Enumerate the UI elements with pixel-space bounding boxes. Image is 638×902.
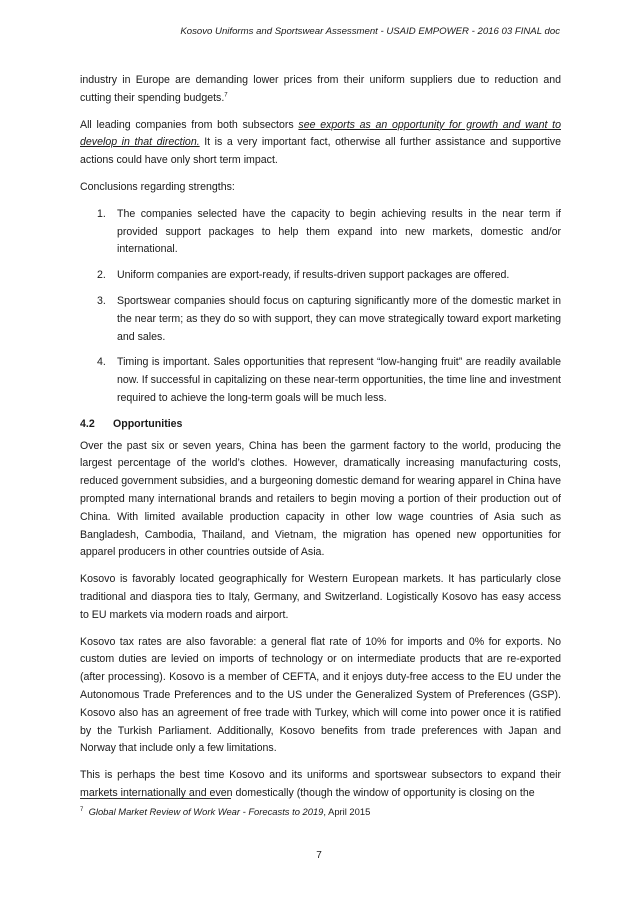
paragraph-1-text: industry in Europe are demanding lower prices from their uniform suppliers due to reduction and cutting their spending budgets. [80,74,561,104]
list-item-text: Sportswear companies should focus on capturing significantly more of the domestic market in the near term; as they do so with support, they can move strategically toward export marketing and sales. [117,294,561,343]
list-item-text: The companies selected have the capacity to begin achieving results in the near term if provided support packages to help them expand into new markets, domestic and/or international. [117,207,561,256]
document-body [80,72,561,812]
footnote [80,806,370,817]
list-item [80,354,561,407]
footnote-number: 7 [80,806,84,813]
section-heading [80,416,561,434]
list-item-number: 1. [97,207,106,220]
page-header: Kosovo Uniforms and Sportswear Assessment - USAID EMPOWER - 2016 03 FINAL doc [180,26,560,37]
paragraph-1 [80,72,561,108]
conclusions-list [80,206,561,408]
paragraph-2-lead: All leading companies from both subsectors [80,118,299,131]
list-item [80,206,561,259]
conclusions-title: Conclusions regarding strengths: [80,180,235,193]
list-item-number: 2. [97,269,106,282]
paragraph-2 [80,117,561,170]
list-item [80,293,561,346]
list-item [80,267,561,285]
section-number: 4.2 [80,417,95,430]
list-item-text: Uniform companies are export-ready, if results-driven support packages are offered. [117,269,510,282]
list-item-text: Timing is important. Sales opportunities that represent “low-hanging fruit” are readily available now. If successful in capitalizing on these near-term opportunities, the time line and investment required to achieve the long-term goals will be much less. [117,356,561,404]
paragraph-2-emphasis: see exports as an opportunity for growth and want to develop in that direction. [80,118,561,149]
list-item-number: 3. [97,294,106,307]
footnote-reference[interactable]: 7 [224,92,228,99]
page-number: 7 [316,850,322,861]
opportunities-paragraph: Kosovo tax rates are also favorable: a general flat rate of 10% for imports and 0% for exports. No custom duties are levied on imports of technology or on intermediate products that are re-exported (after processing). Kosovo is a member of CEFTA, and it enjoys duty-free access to the EU under the Autonomous Trade Preferences and to the US under the Generalized System of Preferences (GSP). Kosovo also has an agreement of free trade with Turkey, which will come into power once it is ratified by the Turkish Parliament. Additionally, Kosovo benefits from trade preferences with Japan and Norway that include only a few limitations. [80,635,561,755]
footnote-rest: , April 2015 [323,806,371,817]
paragraph-2-tail: It is a very important fact, otherwise all further assistance and supportive actions could have only short term impact. [80,136,561,167]
opportunities-paragraph: Over the past six or seven years, China has been the garment factory to the world, producing the largest percentage of the world’s clothes. However, dramatically increasing manufacturing costs, reduced government subsidies, and a burgeoning domestic demand for wearing apparel in China have prompted many international brands and retailers to begin moving a portion of their production out of China. With limited available production capacity in other low wage countries of Asia such as Bangladesh, Cambodia, Thailand, and Vietnam, the migration has opened new opportunities for apparel producers in other countries outside of Asia. [80,439,561,559]
footnote-title: Global Market Review of Work Wear - Forecasts to 2019 [88,806,324,817]
section-title: Opportunities [113,417,183,430]
opportunities-paragraph: This is perhaps the best time Kosovo and its uniforms and sportswear subsectors to expand their markets internationally and even domestically (though the window of opportunity is closing on the [80,769,561,799]
opportunities-paragraph: Kosovo is favorably located geographically for Western European markets. It has particularly close traditional and diaspora ties to Italy, Germany, and Switzerland. Logistically Kosovo has easy access to EU markets via modern roads and airport. [80,573,561,621]
list-item-number: 4. [97,356,106,369]
footnote-separator [80,798,231,799]
